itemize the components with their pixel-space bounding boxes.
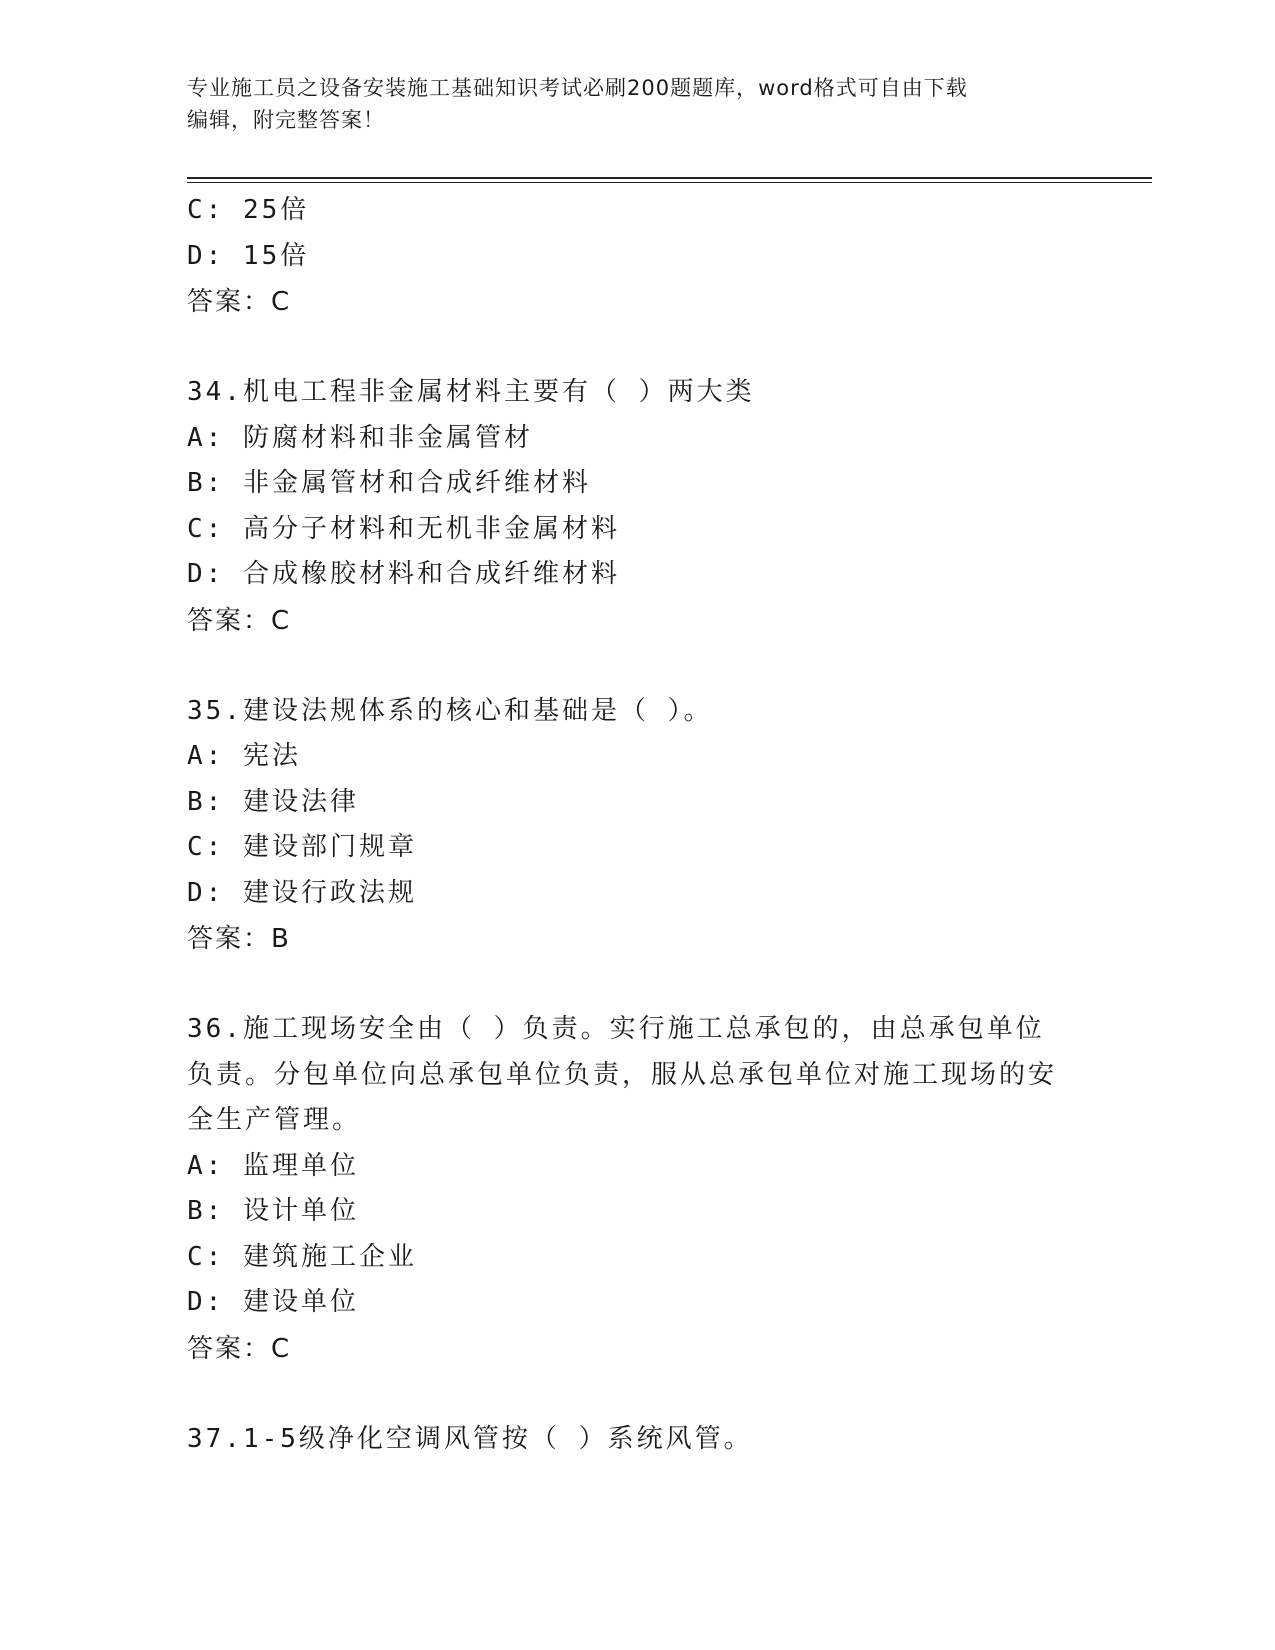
option-b: B: 设计单位: [187, 1196, 359, 1226]
question-35: [187, 689, 1067, 963]
option-d: D: 建设单位: [187, 1287, 359, 1317]
header-line-2: 编辑，附完整答案！: [187, 108, 385, 132]
header-divider-thick: [187, 177, 1152, 179]
option-b: B: 非金属管材和合成纤维材料: [187, 468, 591, 498]
option-a: A: 宪法: [187, 741, 301, 771]
question-list: [187, 188, 1067, 1462]
option-b: B: 建设法律: [187, 786, 359, 817]
spacer: [187, 644, 1067, 689]
header-divider-thin: [187, 182, 1152, 183]
option-c: C: 建筑施工企业: [187, 1241, 417, 1272]
question-text: 37.1-5级净化空调风管按（ ）系统风管。: [187, 1423, 753, 1454]
answer: 答案：B: [187, 924, 291, 954]
answer: 答案：C: [187, 287, 292, 317]
option-d: D: 合成橡胶材料和合成纤维材料: [187, 559, 620, 589]
header-line-1: 专业施工员之设备安装施工基础知识考试必刷200题题库，word格式可自由下载: [187, 76, 968, 100]
option-c: C: 25倍: [187, 195, 310, 225]
option-d: D: 建设行政法规: [187, 877, 417, 908]
option-a: A: 防腐材料和非金属管材: [187, 422, 533, 453]
question-text: 36.施工现场安全由（ ）负责。实行施工总承包的，由总承包单位负责。分包单位向总承包单位负责，服从总承包单位对施工现场的安全生产管理。: [187, 1014, 1058, 1135]
question-37: [187, 1417, 1067, 1463]
option-c: C: 高分子材料和无机非金属材料: [187, 513, 620, 544]
answer: 答案：C: [187, 1333, 292, 1364]
document-header: [187, 72, 1087, 136]
option-d: D: 15倍: [187, 240, 310, 271]
answer: 答案：C: [187, 605, 292, 636]
question-33-continuation: [187, 188, 1067, 325]
spacer: [187, 962, 1067, 1007]
option-a: A: 监理单位: [187, 1150, 359, 1181]
question-text: 34.机电工程非金属材料主要有（ ）两大类: [187, 377, 755, 407]
spacer: [187, 325, 1067, 370]
option-c: C: 建设部门规章: [187, 832, 417, 862]
question-34: [187, 370, 1067, 644]
question-36: [187, 1007, 1067, 1372]
spacer: [187, 1372, 1067, 1417]
question-text: 35.建设法规体系的核心和基础是（ ）。: [187, 695, 713, 726]
